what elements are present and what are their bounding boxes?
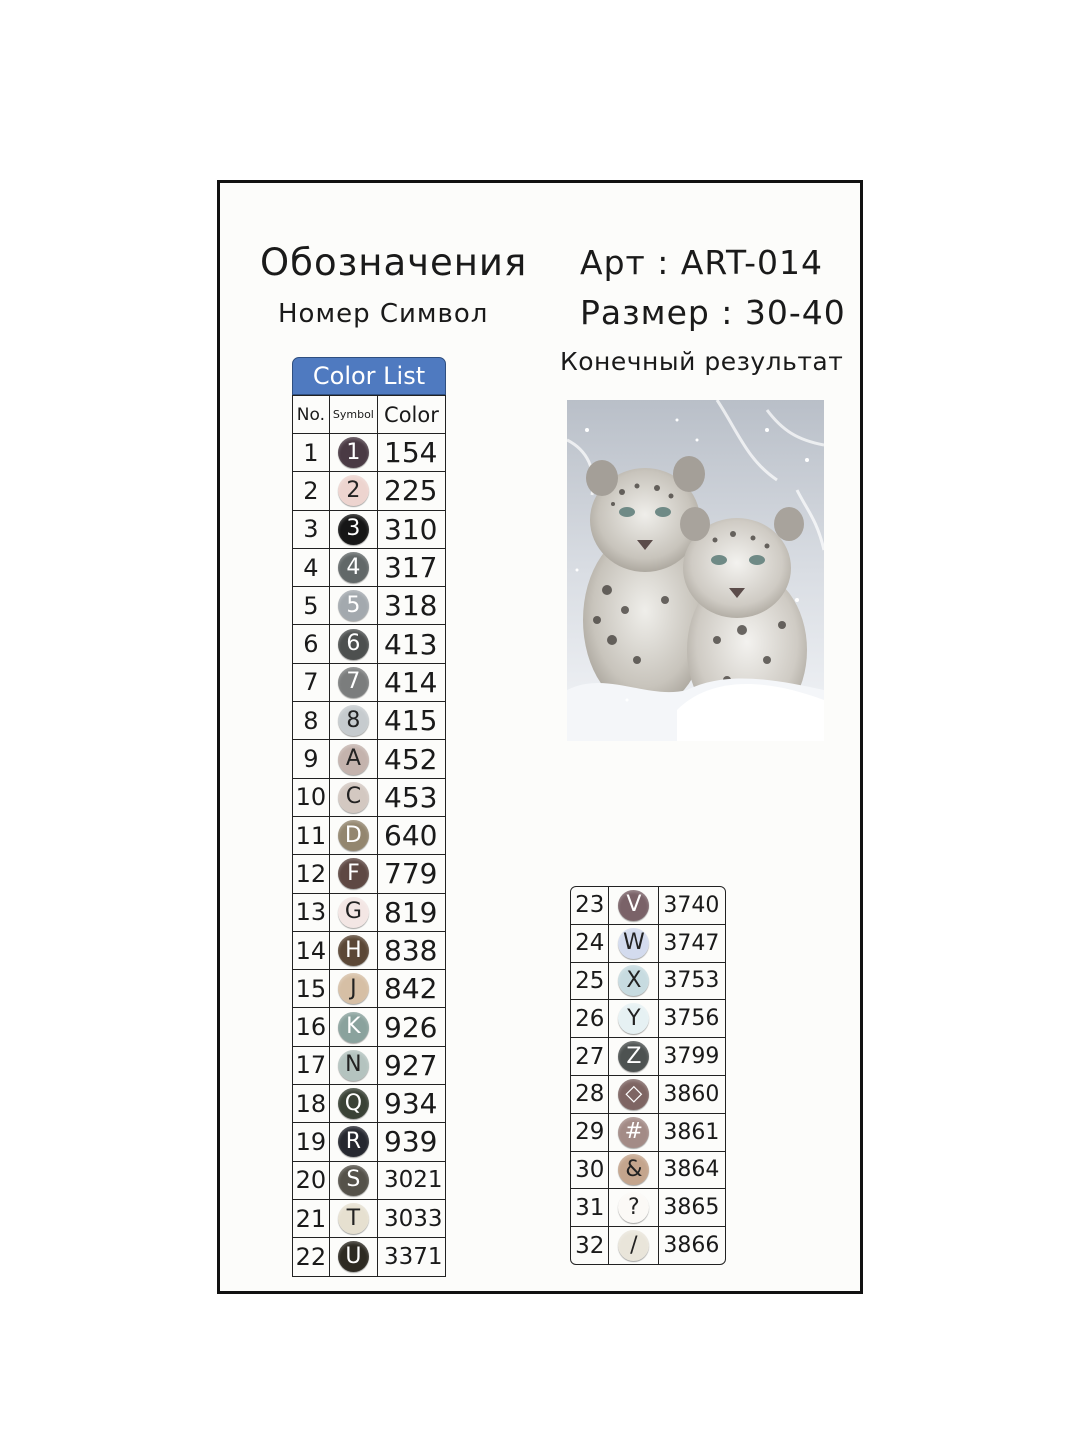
row-color-code: 838	[378, 931, 446, 969]
table-row	[293, 1161, 446, 1199]
row-color-code: 842	[378, 970, 446, 1008]
row-number: 17	[293, 1046, 330, 1084]
table-row	[293, 1008, 446, 1046]
row-number: 12	[293, 855, 330, 893]
color-symbol-dot: Y	[618, 1003, 649, 1034]
color-symbol-dot: R	[338, 1126, 369, 1157]
row-symbol-cell	[329, 1046, 377, 1084]
row-symbol-cell	[329, 1199, 377, 1237]
legend-card	[217, 180, 863, 1294]
table-row	[293, 434, 446, 472]
row-symbol-cell	[329, 740, 377, 778]
row-number: 24	[571, 924, 609, 962]
row-symbol-cell	[609, 1151, 659, 1189]
table-row	[293, 740, 446, 778]
row-color-code: 926	[378, 1008, 446, 1046]
header-symbol: Symbol	[329, 396, 377, 434]
row-color-code: 3799	[659, 1038, 725, 1076]
row-symbol-cell	[329, 1238, 377, 1276]
row-number: 21	[293, 1199, 330, 1237]
table-row	[293, 548, 446, 586]
row-symbol-cell	[329, 1161, 377, 1199]
color-symbol-dot: W	[618, 928, 649, 959]
table-row	[293, 702, 446, 740]
color-symbol-dot: Q	[338, 1088, 369, 1119]
row-number: 22	[293, 1238, 330, 1276]
row-symbol-cell	[329, 587, 377, 625]
row-number: 16	[293, 1008, 330, 1046]
row-number: 3	[293, 510, 330, 548]
row-color-code: 3860	[659, 1075, 725, 1113]
row-color-code: 3866	[659, 1227, 725, 1264]
row-symbol-cell	[329, 510, 377, 548]
size-label: Размер : 30-40	[580, 293, 846, 332]
row-number: 25	[571, 962, 609, 1000]
row-number: 26	[571, 1000, 609, 1038]
color-symbol-dot: 5	[338, 590, 369, 621]
row-color-code: 3033	[378, 1199, 446, 1237]
color-symbol-dot: D	[338, 820, 369, 851]
row-color-code: 779	[378, 855, 446, 893]
table-row	[571, 1075, 725, 1113]
row-color-code: 310	[378, 510, 446, 548]
table-row	[293, 816, 446, 854]
color-list-table	[292, 357, 446, 1277]
color-symbol-dot: F	[338, 858, 369, 889]
row-number: 6	[293, 625, 330, 663]
color-symbol-dot: 6	[338, 629, 369, 660]
color-symbol-dot: &	[618, 1154, 649, 1185]
row-symbol-cell	[329, 855, 377, 893]
row-symbol-cell	[609, 887, 659, 924]
color-symbol-dot: 3	[338, 514, 369, 545]
table-row	[571, 924, 725, 962]
row-symbol-cell	[609, 1075, 659, 1113]
result-label: Конечный результат	[560, 347, 844, 376]
table-row	[293, 1199, 446, 1237]
color-symbol-dot: A	[338, 744, 369, 775]
table-row	[293, 1085, 446, 1123]
row-number: 13	[293, 893, 330, 931]
row-color-code: 3740	[659, 887, 725, 924]
row-number: 28	[571, 1075, 609, 1113]
row-color-code: 225	[378, 472, 446, 510]
table-row	[293, 587, 446, 625]
header-no: No.	[293, 396, 330, 434]
row-color-code: 415	[378, 702, 446, 740]
row-symbol-cell	[329, 1085, 377, 1123]
row-symbol-cell	[329, 472, 377, 510]
row-symbol-cell	[329, 434, 377, 472]
table-row	[571, 1113, 725, 1151]
row-symbol-cell	[609, 924, 659, 962]
color-symbol-dot: T	[338, 1203, 369, 1234]
color-symbol-dot: /	[618, 1230, 649, 1261]
row-number: 1	[293, 434, 330, 472]
table-row	[571, 1000, 725, 1038]
row-symbol-cell	[609, 1113, 659, 1151]
color-symbol-dot: 4	[338, 552, 369, 583]
legend-title: Обозначения	[260, 241, 528, 284]
row-number: 19	[293, 1123, 330, 1161]
color-symbol-dot: X	[618, 965, 649, 996]
table-row	[571, 1038, 725, 1076]
row-number: 18	[293, 1085, 330, 1123]
row-color-code: 413	[378, 625, 446, 663]
row-number: 23	[571, 887, 609, 924]
row-symbol-cell	[609, 1189, 659, 1227]
color-symbol-dot: V	[618, 890, 649, 921]
row-symbol-cell	[329, 778, 377, 816]
table-row	[571, 962, 725, 1000]
row-symbol-cell	[329, 663, 377, 701]
table-row	[293, 931, 446, 969]
row-number: 20	[293, 1161, 330, 1199]
row-number: 4	[293, 548, 330, 586]
color-symbol-dot: 8	[338, 705, 369, 736]
row-color-code: 3371	[378, 1238, 446, 1276]
color-symbol-dot: ◇	[618, 1079, 649, 1110]
color-symbol-dot: ?	[618, 1192, 649, 1223]
table-row	[293, 625, 446, 663]
row-symbol-cell	[609, 962, 659, 1000]
row-symbol-cell	[329, 816, 377, 854]
row-number: 27	[571, 1038, 609, 1076]
table-row	[571, 1151, 725, 1189]
color-symbol-dot: K	[338, 1012, 369, 1043]
row-symbol-cell	[329, 931, 377, 969]
table-row	[293, 893, 446, 931]
table-row	[293, 778, 446, 816]
color-symbol-dot: N	[338, 1050, 369, 1081]
color-symbol-dot: U	[338, 1241, 369, 1272]
row-number: 10	[293, 778, 330, 816]
table-row	[293, 1046, 446, 1084]
row-number: 30	[571, 1151, 609, 1189]
row-number: 7	[293, 663, 330, 701]
row-symbol-cell	[609, 1000, 659, 1038]
color-symbol-dot: Z	[618, 1041, 649, 1072]
row-number: 5	[293, 587, 330, 625]
color-symbol-dot: G	[338, 897, 369, 928]
color-list-grid-continued	[571, 887, 725, 1264]
row-number: 2	[293, 472, 330, 510]
row-color-code: 3756	[659, 1000, 725, 1038]
row-color-code: 452	[378, 740, 446, 778]
row-color-code: 3861	[659, 1113, 725, 1151]
table-row	[293, 510, 446, 548]
table-row	[571, 1227, 725, 1264]
table-row	[293, 663, 446, 701]
row-number: 32	[571, 1227, 609, 1264]
row-color-code: 640	[378, 816, 446, 854]
table-header-row	[293, 396, 446, 434]
article-number: Арт : ART-014	[580, 243, 823, 282]
color-symbol-dot: 1	[338, 437, 369, 468]
row-number: 11	[293, 816, 330, 854]
table-row	[571, 887, 725, 924]
row-number: 14	[293, 931, 330, 969]
row-color-code: 819	[378, 893, 446, 931]
table-row	[571, 1189, 725, 1227]
color-list-grid	[292, 395, 446, 1277]
row-color-code: 3864	[659, 1151, 725, 1189]
row-symbol-cell	[329, 548, 377, 586]
color-symbol-dot: J	[338, 973, 369, 1004]
row-color-code: 317	[378, 548, 446, 586]
row-color-code: 927	[378, 1046, 446, 1084]
table-row	[293, 970, 446, 1008]
color-symbol-dot: C	[338, 782, 369, 813]
row-number: 8	[293, 702, 330, 740]
row-symbol-cell	[329, 625, 377, 663]
row-number: 9	[293, 740, 330, 778]
color-symbol-dot: S	[338, 1165, 369, 1196]
row-color-code: 934	[378, 1085, 446, 1123]
color-list-title: Color List	[292, 357, 446, 395]
color-list-table-continued	[570, 886, 726, 1265]
color-symbol-dot: H	[338, 935, 369, 966]
color-symbol-dot: #	[618, 1117, 649, 1148]
row-number: 31	[571, 1189, 609, 1227]
row-symbol-cell	[609, 1227, 659, 1264]
row-color-code: 414	[378, 663, 446, 701]
legend-subtitle: Номер Символ	[278, 299, 489, 329]
color-symbol-dot: 2	[338, 475, 369, 506]
row-number: 15	[293, 970, 330, 1008]
color-symbol-dot: 7	[338, 667, 369, 698]
row-symbol-cell	[329, 1008, 377, 1046]
row-color-code: 939	[378, 1123, 446, 1161]
table-row	[293, 855, 446, 893]
row-color-code: 453	[378, 778, 446, 816]
row-symbol-cell	[329, 970, 377, 1008]
row-number: 29	[571, 1113, 609, 1151]
snow-leopard-cubs-picture	[567, 400, 824, 741]
row-color-code: 3753	[659, 962, 725, 1000]
row-symbol-cell	[329, 1123, 377, 1161]
table-row	[293, 1238, 446, 1276]
row-color-code: 3747	[659, 924, 725, 962]
row-color-code: 3865	[659, 1189, 725, 1227]
row-symbol-cell	[329, 893, 377, 931]
table-row	[293, 1123, 446, 1161]
header-color: Color	[378, 396, 446, 434]
table-row	[293, 472, 446, 510]
row-symbol-cell	[329, 702, 377, 740]
row-color-code: 3021	[378, 1161, 446, 1199]
result-preview-image	[567, 400, 824, 741]
row-color-code: 154	[378, 434, 446, 472]
row-symbol-cell	[609, 1038, 659, 1076]
row-color-code: 318	[378, 587, 446, 625]
